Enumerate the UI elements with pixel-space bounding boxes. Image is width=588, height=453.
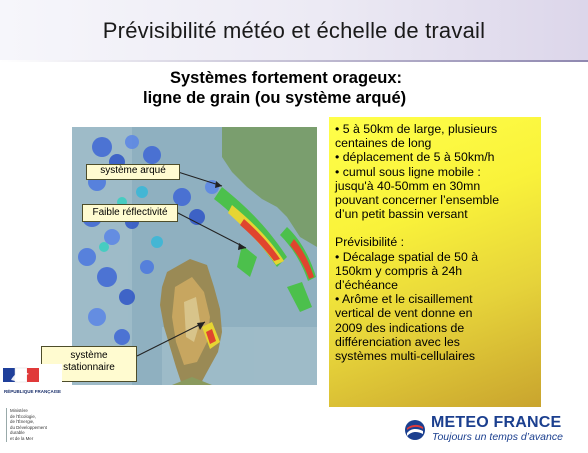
republique-label: RÉPUBLIQUE FRANÇAISE <box>4 389 62 394</box>
ministry-line: du Développement <box>10 424 47 430</box>
callout-stationnaire-line-2: stationnaire <box>63 362 115 373</box>
callout-stationnaire-line-1: système <box>70 350 108 361</box>
panel-line: • Décalage spatial de 50 à <box>335 249 479 264</box>
subtitle-line-1: Systèmes fortement orageux: <box>170 69 402 87</box>
slide-title: Prévisibilité météo et échelle de travail <box>102 18 486 43</box>
meteo-france-logo-icon <box>404 419 426 441</box>
ministry-line: de l'Écologie, <box>10 413 36 419</box>
panel-line: centaines de long <box>335 136 432 151</box>
callout-systeme-arque: système arqué <box>86 164 180 180</box>
panel-line: d’échéance <box>335 278 398 293</box>
callout-faible-reflectivite: Faible réflectivité <box>82 204 178 222</box>
panel-line: Prévisibilité : <box>335 235 405 250</box>
panel-spacer <box>335 221 535 235</box>
ministry-text <box>6 408 62 442</box>
panel-line: • 5 à 50km de large, plusieurs <box>335 122 498 136</box>
panel-line: • Arôme et le cisaillement <box>335 292 473 307</box>
panel-line: systèmes multi-cellulaires <box>335 349 476 364</box>
panel-line: • déplacement de 5 à 50km/h <box>335 150 495 165</box>
subtitle-line-2: ligne de grain (ou système arqué) <box>143 89 407 107</box>
ministry-line: durable <box>10 430 25 436</box>
panel-line: jusqu'à 40-50mm en 30mn <box>335 178 481 193</box>
meteo-france-brand: METEO FRANCE <box>431 414 562 431</box>
panel-line: • cumul sous ligne mobile : <box>335 164 481 179</box>
panel-line: 2009 des indications de <box>335 320 465 335</box>
ministry-line: Ministère <box>10 408 28 413</box>
ministry-line: et de la Mer <box>10 435 34 441</box>
meteo-france-tagline: Toujours un temps d’avance <box>432 431 563 443</box>
panel-line: pouvant concerner l’ensemble <box>335 193 500 208</box>
panel-line: différenciation avec les <box>335 334 460 349</box>
ministry-line: de l'Énergie, <box>10 419 35 425</box>
panel-line: 150km y compris à 24h <box>335 263 463 278</box>
panel-line: vertical de vent donne en <box>335 306 473 321</box>
marianne-logo-icon <box>3 366 39 388</box>
panel-line: d’un petit bassin versant <box>335 207 468 222</box>
info-panel <box>329 117 541 407</box>
